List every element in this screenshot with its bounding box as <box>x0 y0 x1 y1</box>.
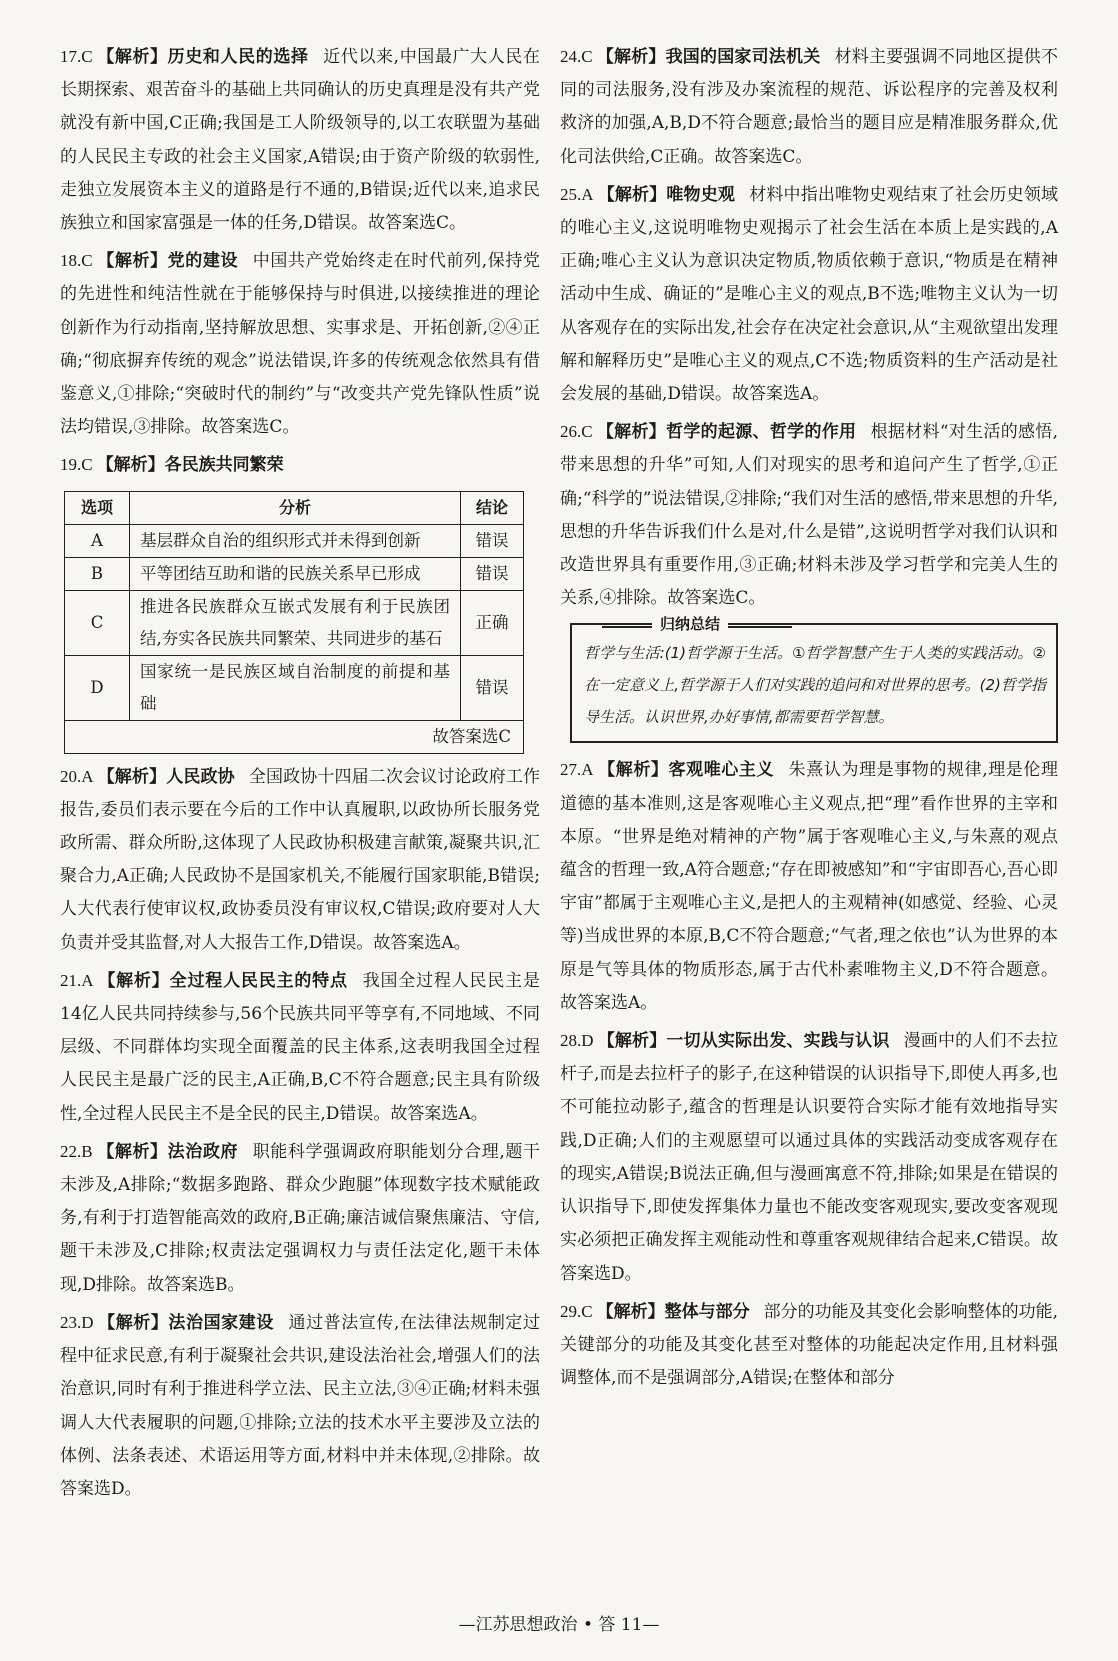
answer-20: 20.A 【解析】人民政协 全国政协十四届二次会议讨论政府工作报告,委员们表示要在今后的工作中认真履职,以政协所长服务党政所需、群众所盼,这体现了人民政协积极建言献策,凝聚共识,汇聚合力,A正确;人民政协不是国家机关,不能履行国家职能,B错误;人大代表行使审议权,政协委员没有审议权,C错误;政府要对人大负责并受其监督,对人大报告工作,D错误。故答案选A。 <box>60 766 541 953</box>
page-footer: —江苏思想政治 • 答 11— <box>458 1615 660 1635</box>
answer-18: 18.C 【解析】党的建设 中国共产党始终走在时代前列,保持党的先进性和纯洁性就在于能够保持与时俱进,以接续推进的理论创新作为行动指南,坚持解放思想、实事求是、开拓创新,②④正确;“彻底摒弃传统的观念”说法错误,许多的传统观念依然具有借鉴意义,①排除;“突破时代的制约”与“改变共产党先锋队性质”说法均错误,③排除。故答案选C。 <box>60 251 541 438</box>
answer-25: 25.A 【解析】唯物史观 材料中指出唯物史观结束了社会历史领域的唯心主义,这说明唯物史观揭示了社会生活在本质上是实践的,A正确;唯心主义认为意识决定物质,物质依赖于意识,“物质是在精神活动中生成、确证的”是唯心主义的观点,B不选;唯物主义认为一切从客观存在的实际出发,社会存在决定社会意识,从“主观欲望出发理解和解释历史”是唯心主义的观点,C不选;物质资料的生产活动是社会发展的基础,D错误。故答案选A。 <box>560 184 1059 405</box>
answer-19: 19.C 【解析】各民族共同繁荣 <box>60 455 284 476</box>
summary-text: 哲学与生活:(1)哲学源于生活。①哲学智慧产生于人类的实践活动。②在一定意义上,哲学源于人们对实践的追问和对世界的思考。(2)哲学指导生活。认识世界,办好事情,都需要哲学智慧。 <box>584 644 1046 727</box>
answer-21: 21.A 【解析】全过程人民民主的特点 我国全过程人民民主是14亿人民共同持续参与,56个民族共同平等享有,不同地域、不同层级、不同群体均实现全面覆盖的民主体系,这表明我国全过程人民民主是最广泛的民主,A正确,B,C不符合题意;民主具有阶级性,全过程人民民主不是全民的民主,D错误。故答案选A。 <box>60 970 540 1124</box>
answer-26: 26.C 【解析】哲学的起源、哲学的作用 根据材料“对生活的感悟,带来思想的升华”可知,人们对现实的思考和追问产生了哲学,①正确;“科学的”说法错误,②排除;“我们对生活的感悟,带来思想的升华,思想的升华告诉我们什么是对,什么是错”,这说明哲学对我们认识和改造世界具有重要作用,③正确;材料未涉及学习哲学和完美人生的关系,④排除。故答案选C。 <box>560 422 1058 609</box>
left-column <box>60 40 540 1510</box>
table-footer-row: 故答案选C <box>65 720 524 753</box>
answer-27: 27.A 【解析】客观唯心主义 朱熹认为理是事物的规律,理是伦理道德的基本准则,这是客观唯心主义观点,把“理”看作世界的主宰和本原。“世界是绝对精神的产物”属于客观唯心主义,与朱熹的观点蕴含的哲理一致,A符合题意;“存在即被感知”和“宇宙即吾心,吾心即宇宙”都属于主观唯心主义,是把人的主观精神(如感觉、经验、心灵等)当成世界的本原,B,C不符合题意;“气者,理之依也”认为世界的本原是气等具体的物质形态,属于古代朴素唯物主义,D不符合题意。故答案选A。 <box>560 760 1058 1013</box>
table-row: A 基层群众自治的组织形式并未得到创新 错误 <box>65 524 524 557</box>
answer-23: 23.D 【解析】法治国家建设 通过普法宣传,在法律法规制定过程中征求民意,有利于凝聚社会共识,建设法治社会,增强人们的法治意识,同时有利于推进科学立法、民主立法,③④正确;材料未强调人大代表履职的问题,①排除;立法的技术水平主要涉及立法的体例、法条表述、术语运用等方面,材料中并未体现,②排除。故答案选D。 <box>60 1312 540 1499</box>
analysis-table <box>64 491 524 754</box>
summary-title: 归纳总结 <box>652 613 728 635</box>
summary-box <box>570 615 1058 743</box>
table-row: B 平等团结互助和谐的民族关系早已形成 错误 <box>65 557 524 590</box>
answer-28: 28.D 【解析】一切从实际出发、实践与认识 漫画中的人们不去拉杆子,而是去拉杆子的影子,在这种错误的认识指导下,即使人再多,也不可能拉动影子,蕴含的哲理是认识要符合实际才能有效地指导实践,D正确;人们的主观愿望可以通过具体的实践活动变成客观存在的现实,A错误;B说法正确,但与漫画寓意不符,排除;如果是在错误的认识指导下,即使发挥集体力量也不能改变客观现实,要改变客观现实必须把正确发挥主观能动性和尊重客观规律结合起来,C错误。故答案选D。 <box>560 1031 1059 1284</box>
answer-22: 22.B 【解析】法治政府 职能科学强调政府职能划分合理,题干未涉及,A排除;“数据多跑路、群众少跑腿”体现数字技术赋能政务,有利于打造智能高效的政府,B正确;廉洁诚信聚焦廉洁、守信,题干未涉及,C排除;权责法定强调权力与责任法定化,题干未体现,D排除。故答案选B。 <box>60 1141 541 1295</box>
table-row: D 国家统一是民族区域自治制度的前提和基础 错误 <box>65 655 524 720</box>
table-row: C 推进各民族群众互嵌式发展有利于民族团结,夯实各民族共同繁荣、共同进步的基石 正确 <box>65 590 524 655</box>
right-column <box>560 40 1058 1399</box>
table-header-row: 选项 分析 结论 <box>65 491 524 524</box>
answer-24: 24.C 【解析】我国的国家司法机关 材料主要强调不同地区提供不同的司法服务,没有涉及办案流程的规范、诉讼程序的完善及权利救济的加强,A,B,D不符合题意;最恰当的题目应是精准服务群众,优化司法供给,C正确。故答案选C。 <box>560 47 1059 167</box>
answer-29: 29.C 【解析】整体与部分 部分的功能及其变化会影响整体的功能,关键部分的功能及其变化甚至对整体的功能起决定作用,且材料强调整体,而不是强调部分,A错误;在整体和部分 <box>560 1301 1058 1389</box>
answer-17: 17.C 【解析】历史和人民的选择 近代以来,中国最广大人民在长期探索、艰苦奋斗的基础上共同确认的历史真理是没有共产党就没有新中国,C正确;我国是工人阶级领导的,以工农联盟为基础的人民民主专政的社会主义国家,A错误;由于资产阶级的软弱性,走独立发展资本主义的道路是行不通的,B错误;近代以来,追求民族独立和国家富强是一体的任务,D错误。故答案选C。 <box>60 47 540 234</box>
